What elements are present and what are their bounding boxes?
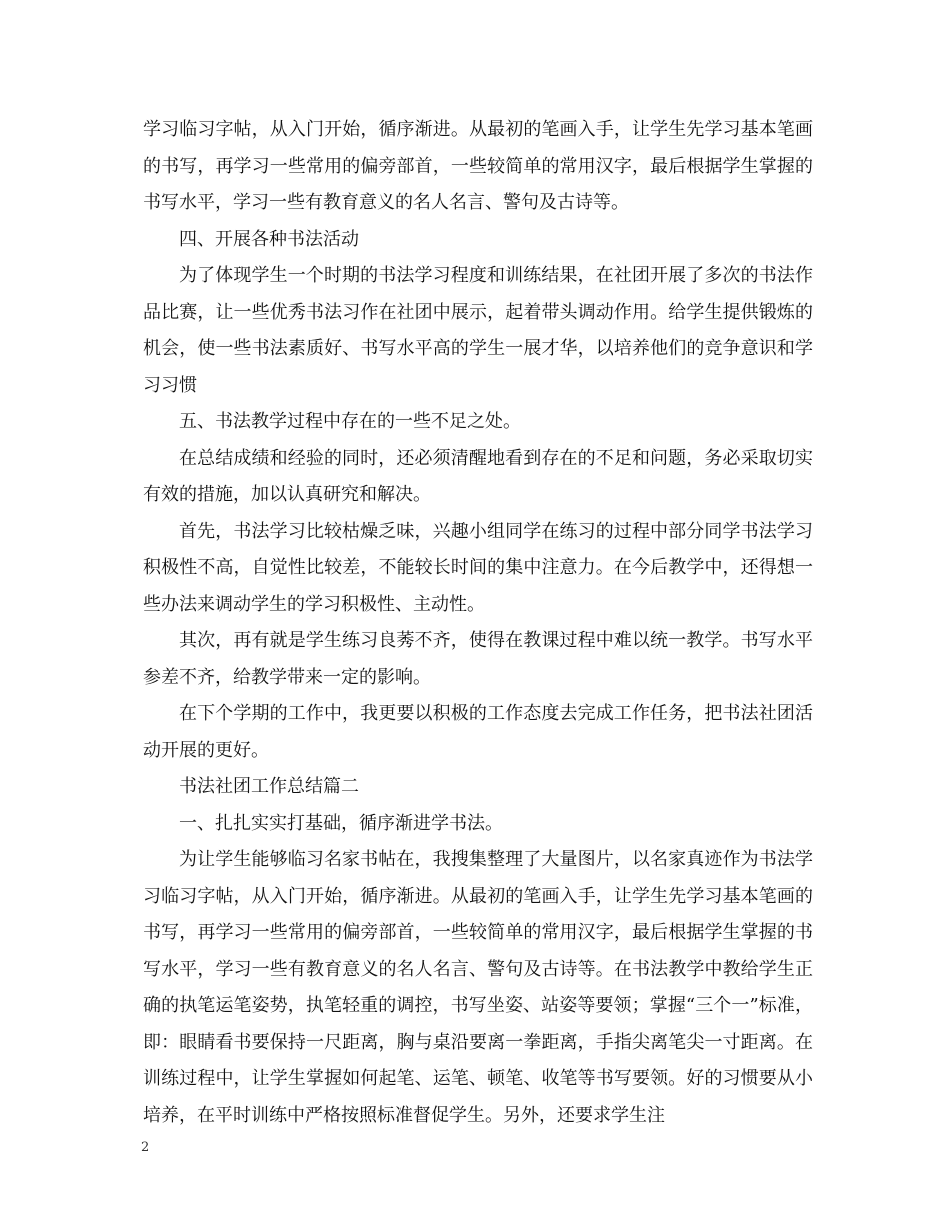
paragraph: 在总结成绩和经验的同时，还必须清醒地看到存在的不足和问题，务必采取切实有效的措施，加以认真研究和解决。 <box>143 447 813 505</box>
paragraph: 在下个学期的工作中，我更要以积极的工作态度去完成工作任务，把书法社团活动开展的更好。 <box>143 703 813 761</box>
document-body <box>143 112 813 1134</box>
paragraph: 为了体现学生一个时期的书法学习程度和训练结果，在社团开展了多次的书法作品比赛，让一些优秀书法习作在社团中展示，起着带头调动作用。给学生提供锻炼的机会，使一些书法素质好、书写水平高的学生一展才华，以培养他们的竞争意识和学习习惯 <box>143 265 813 396</box>
paragraph: 首先，书法学习比较枯燥乏味，兴趣小组同学在练习的过程中部分同学书法学习积极性不高，自觉性比较差，不能较长时间的集中注意力。在今后教学中，还得想一些办法来调动学生的学习积极性、主动性。 <box>143 520 813 615</box>
section-heading: 一、扎扎实实打基础，循序渐进学书法。 <box>179 812 503 834</box>
article-title: 书法社团工作总结篇二 <box>179 776 359 797</box>
section-heading: 四、开展各种书法活动 <box>179 228 359 250</box>
paragraph: 其次，再有就是学生练习良莠不齐，使得在教课过程中难以统一教学。书写水平参差不齐，给教学带来一定的影响。 <box>143 630 813 688</box>
section-heading: 五、书法教学过程中存在的一些不足之处。 <box>179 411 521 432</box>
page-number: 2 <box>141 1140 150 1155</box>
paragraph: 为让学生能够临习名家书帖在，我搜集整理了大量图片，以名家真迹作为书法学习临习字帖，从入门开始，循序渐进。从最初的笔画入手，让学生先学习基本笔画的书写，再学习一些常用的偏旁部首，一些较简单的常用汉字，最后根据学生掌握的书写水平，学习一些有教育意义的名人名言、警句及古诗等。在书法教学中教给学生正确的执笔运笔姿势，执笔轻重的调控，书写坐姿、站姿等要领；掌握“三个一”标准，即：眼睛看书要保持一尺距离，胸与桌沿要离一拳距离，手指尖离笔尖一寸距离。在训练过程中，让学生掌握如何起笔、运笔、顿笔、收笔等书写要领。好的习惯要从小培养，在平时训练中严格按照标准督促学生。另外，还要求学生注 <box>143 849 813 1126</box>
paragraph: 学习临习字帖，从入门开始，循序渐进。从最初的笔画入手，让学生先学习基本笔画的书写，再学习一些常用的偏旁部首，一些较简单的常用汉字，最后根据学生掌握的书写水平，学习一些有教育意义的名人名言、警句及古诗等。 <box>143 119 813 213</box>
